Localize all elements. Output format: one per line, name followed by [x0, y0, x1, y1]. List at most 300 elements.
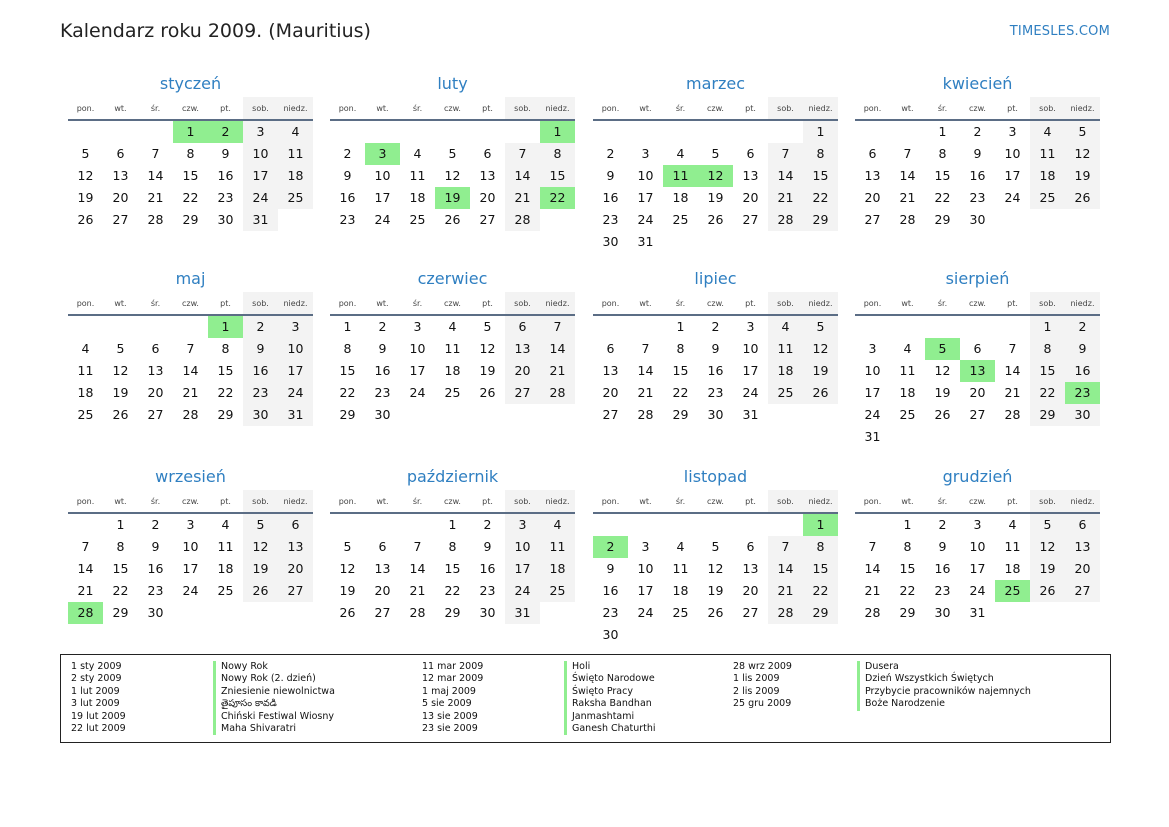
week-row: [68, 338, 313, 360]
day-cell: 8: [540, 143, 575, 165]
week-row: [330, 143, 575, 165]
day-cell: 2: [483, 517, 492, 532]
empty-cell: [400, 514, 435, 536]
month-block: [855, 73, 1100, 231]
empty-cell: [470, 404, 505, 426]
week-row: [68, 121, 313, 143]
day-cell: 23: [969, 190, 986, 205]
weekday-label: pt.: [745, 497, 756, 506]
empty-cell: [68, 316, 103, 338]
day-cell: 18: [540, 558, 575, 580]
day-cell: 14: [409, 561, 426, 576]
empty-cell: [768, 514, 803, 536]
day-cell: 9: [1065, 338, 1100, 360]
day-cell: 8: [938, 146, 947, 161]
day-cell: 18: [409, 190, 426, 205]
holiday-day-cell: 2: [208, 121, 243, 143]
week-row: [330, 187, 575, 209]
day-cell: 18: [672, 583, 689, 598]
day-cell: 12: [243, 536, 278, 558]
weekday-label: sob.: [1030, 490, 1065, 512]
day-cell: 8: [221, 341, 230, 356]
day-cell: 2: [243, 316, 278, 338]
empty-cell: [1065, 426, 1100, 448]
week-row: [593, 580, 838, 602]
weekday-header: [68, 292, 313, 316]
empty-cell: [330, 514, 365, 536]
day-cell: 20: [147, 385, 164, 400]
day-cell: 7: [768, 536, 803, 558]
empty-cell: [628, 624, 663, 646]
week-row: [330, 382, 575, 404]
weekday-label: czw.: [182, 299, 199, 308]
day-cell: 3: [973, 517, 982, 532]
day-cell: 21: [77, 583, 94, 598]
empty-cell: [628, 514, 663, 536]
day-cell: 28: [409, 605, 426, 620]
day-cell: 23: [147, 583, 164, 598]
day-cell: 30: [147, 605, 164, 620]
day-cell: 13: [112, 168, 129, 183]
week-row: [68, 404, 313, 426]
empty-cell: [1065, 602, 1100, 624]
day-cell: 1: [676, 319, 685, 334]
day-cell: 26: [934, 407, 951, 422]
day-cell: 27: [479, 212, 496, 227]
day-cell: 9: [606, 168, 615, 183]
weekday-label: pt.: [220, 104, 231, 113]
day-cell: 7: [641, 341, 650, 356]
week-row: [330, 404, 575, 426]
weekday-label: sob.: [505, 490, 540, 512]
day-cell: 7: [413, 539, 422, 554]
day-cell: 15: [182, 168, 199, 183]
day-cell: 21: [768, 580, 803, 602]
holiday-date: 28 wrz 2009: [733, 661, 792, 672]
day-cell: 22: [1030, 382, 1065, 404]
holiday-name: Chiński Festiwal Wiosny: [221, 710, 335, 722]
weekday-label: śr.: [412, 104, 423, 113]
day-cell: 1: [938, 124, 947, 139]
weekday-label: niedz.: [803, 97, 838, 119]
day-cell: 15: [899, 561, 916, 576]
day-cell: 4: [768, 316, 803, 338]
holiday-day-cell: 11: [663, 165, 698, 187]
empty-cell: [855, 121, 890, 143]
day-cell: 23: [602, 212, 619, 227]
week-row: [855, 165, 1100, 187]
empty-cell: [890, 121, 925, 143]
day-cell: 17: [742, 363, 759, 378]
day-cell: 25: [672, 212, 689, 227]
day-cell: 21: [409, 583, 426, 598]
day-cell: 5: [711, 539, 720, 554]
day-cell: 21: [899, 190, 916, 205]
weekday-label: niedz.: [803, 490, 838, 512]
day-cell: 25: [899, 407, 916, 422]
weekday-label: pt.: [1007, 497, 1018, 506]
week-row: [855, 121, 1100, 143]
day-cell: 12: [707, 561, 724, 576]
week-row: [855, 360, 1100, 382]
weekday-header: [330, 97, 575, 121]
weekday-label: sob.: [505, 97, 540, 119]
day-cell: 29: [444, 605, 461, 620]
empty-cell: [435, 121, 470, 143]
week-row: [855, 514, 1100, 536]
day-cell: 2: [378, 319, 387, 334]
day-cell: 5: [711, 146, 720, 161]
day-cell: 21: [768, 187, 803, 209]
weekday-label: śr.: [150, 104, 161, 113]
weekday-label: wt.: [376, 104, 389, 113]
day-cell: 28: [768, 209, 803, 231]
day-cell: 1: [343, 319, 352, 334]
holiday-day-cell: 1: [803, 514, 838, 536]
holiday-name: Nowy Rok (2. dzień): [221, 673, 316, 685]
weekday-label: wt.: [639, 299, 652, 308]
holiday-legend: [60, 654, 1111, 743]
day-cell: 19: [112, 385, 129, 400]
week-row: [855, 316, 1100, 338]
day-cell: 30: [707, 407, 724, 422]
day-cell: 13: [505, 338, 540, 360]
month-block: [330, 73, 575, 231]
holiday-name: Dusera: [865, 661, 899, 672]
day-cell: 14: [540, 338, 575, 360]
empty-cell: [698, 514, 733, 536]
day-cell: 1: [116, 517, 125, 532]
week-row: [593, 404, 838, 426]
day-cell: 7: [903, 146, 912, 161]
day-cell: 9: [221, 146, 230, 161]
day-cell: 13: [479, 168, 496, 183]
week-row: [855, 143, 1100, 165]
day-cell: 6: [606, 341, 615, 356]
weekday-label: sob.: [1030, 292, 1065, 314]
day-cell: 6: [278, 514, 313, 536]
holiday-date: 1 lis 2009: [733, 673, 780, 685]
empty-cell: [505, 121, 540, 143]
day-cell: 7: [151, 146, 160, 161]
empty-cell: [663, 121, 698, 143]
weekday-header: [855, 292, 1100, 316]
day-cell: 19: [339, 583, 356, 598]
day-cell: 29: [217, 407, 234, 422]
weekday-label: wt.: [114, 104, 127, 113]
day-cell: 11: [77, 363, 94, 378]
holiday-name: Nowy Rok: [221, 661, 268, 672]
week-row: [855, 209, 1100, 231]
empty-cell: [925, 426, 960, 448]
day-cell: 23: [217, 190, 234, 205]
weekday-label: pon.: [338, 104, 357, 113]
holiday-date: 25 gru 2009: [733, 698, 792, 710]
day-cell: 24: [1004, 190, 1021, 205]
empty-cell: [243, 602, 278, 624]
weekday-label: pon.: [601, 299, 620, 308]
day-cell: 4: [221, 517, 230, 532]
empty-cell: [435, 404, 470, 426]
empty-cell: [365, 121, 400, 143]
day-cell: 22: [182, 190, 199, 205]
weekday-label: sob.: [505, 292, 540, 314]
week-row: [68, 536, 313, 558]
day-cell: 5: [116, 341, 125, 356]
site-link[interactable]: TIMESLES.COM: [1009, 24, 1110, 39]
day-cell: 4: [278, 121, 313, 143]
day-cell: 8: [903, 539, 912, 554]
day-cell: 17: [278, 360, 313, 382]
day-cell: 18: [278, 165, 313, 187]
holiday-date: 13 sie 2009: [422, 710, 478, 722]
day-cell: 7: [505, 143, 540, 165]
empty-cell: [855, 316, 890, 338]
day-cell: 15: [339, 363, 356, 378]
day-cell: 9: [343, 168, 352, 183]
day-cell: 16: [479, 561, 496, 576]
day-cell: 9: [711, 341, 720, 356]
weekday-label: pt.: [482, 299, 493, 308]
day-cell: 23: [479, 583, 496, 598]
weekday-label: sob.: [1030, 97, 1065, 119]
day-cell: 27: [602, 407, 619, 422]
day-cell: 10: [243, 143, 278, 165]
day-cell: 7: [186, 341, 195, 356]
day-cell: 18: [77, 385, 94, 400]
month-name: luty: [437, 74, 468, 93]
day-cell: 20: [864, 190, 881, 205]
weekday-label: niedz.: [278, 490, 313, 512]
empty-cell: [593, 514, 628, 536]
day-cell: 17: [1004, 168, 1021, 183]
weekday-label: wt.: [376, 497, 389, 506]
day-cell: 9: [973, 146, 982, 161]
weekday-label: śr.: [937, 299, 948, 308]
day-cell: 16: [934, 561, 951, 576]
day-cell: 2: [938, 517, 947, 532]
month-block: [593, 73, 838, 253]
day-cell: 3: [868, 341, 877, 356]
day-cell: 15: [803, 165, 838, 187]
empty-cell: [733, 624, 768, 646]
empty-cell: [138, 121, 173, 143]
month-block: [68, 73, 313, 231]
day-cell: 25: [217, 583, 234, 598]
day-cell: 13: [147, 363, 164, 378]
day-cell: 31: [278, 404, 313, 426]
day-cell: 28: [182, 407, 199, 422]
day-cell: 10: [278, 338, 313, 360]
holiday-date: 22 lut 2009: [71, 723, 126, 735]
week-row: [68, 316, 313, 338]
week-row: [330, 121, 575, 143]
day-cell: 11: [1004, 539, 1021, 554]
empty-cell: [995, 426, 1030, 448]
day-cell: 9: [243, 338, 278, 360]
day-cell: 12: [444, 168, 461, 183]
month-name: marzec: [685, 74, 745, 93]
day-cell: 7: [81, 539, 90, 554]
day-cell: 4: [903, 341, 912, 356]
day-cell: 6: [1065, 514, 1100, 536]
weekday-label: czw.: [182, 104, 199, 113]
day-cell: 25: [77, 407, 94, 422]
day-cell: 16: [602, 583, 619, 598]
month-name: czerwiec: [417, 269, 488, 288]
empty-cell: [698, 231, 733, 253]
day-cell: 1: [448, 517, 457, 532]
weekday-label: śr.: [675, 299, 686, 308]
weekday-label: sob.: [768, 490, 803, 512]
day-cell: 10: [969, 539, 986, 554]
day-cell: 16: [217, 168, 234, 183]
day-cell: 24: [374, 212, 391, 227]
day-cell: 30: [969, 212, 986, 227]
day-cell: 4: [413, 146, 422, 161]
day-cell: 29: [803, 209, 838, 231]
holiday-name: Maha Shivaratri: [221, 723, 297, 735]
day-cell: 15: [444, 561, 461, 576]
week-row: [330, 316, 575, 338]
weekday-label: śr.: [675, 497, 686, 506]
day-cell: 12: [1030, 536, 1065, 558]
empty-cell: [593, 316, 628, 338]
legend-name-column: [213, 661, 335, 735]
week-row: [593, 514, 838, 536]
day-cell: 22: [803, 187, 838, 209]
day-cell: 7: [540, 316, 575, 338]
day-cell: 4: [81, 341, 90, 356]
day-cell: 3: [641, 146, 650, 161]
holiday-name: Zniesienie niewolnictwa: [221, 685, 335, 697]
day-cell: 15: [672, 363, 689, 378]
weekday-label: niedz.: [278, 97, 313, 119]
day-cell: 6: [378, 539, 387, 554]
month-name: lipiec: [694, 269, 737, 288]
day-cell: 8: [116, 539, 125, 554]
day-cell: 3: [641, 539, 650, 554]
day-cell: 12: [479, 341, 496, 356]
empty-cell: [995, 316, 1030, 338]
week-row: [855, 602, 1100, 624]
day-cell: 20: [505, 360, 540, 382]
empty-cell: [960, 426, 995, 448]
week-row: [330, 514, 575, 536]
week-row: [593, 187, 838, 209]
day-cell: 19: [707, 190, 724, 205]
empty-cell: [103, 316, 138, 338]
weekday-label: pon.: [76, 104, 95, 113]
day-cell: 16: [969, 168, 986, 183]
legend-date-column: [422, 661, 483, 735]
day-cell: 23: [339, 212, 356, 227]
day-cell: 5: [243, 514, 278, 536]
day-cell: 26: [243, 580, 278, 602]
empty-cell: [960, 316, 995, 338]
weekday-label: niedz.: [1065, 292, 1100, 314]
day-cell: 3: [413, 319, 422, 334]
day-cell: 17: [864, 385, 881, 400]
month-block: [855, 268, 1100, 448]
weekday-label: pt.: [1007, 104, 1018, 113]
weekday-label: wt.: [114, 299, 127, 308]
weekday-label: pon.: [338, 497, 357, 506]
day-cell: 15: [112, 561, 129, 576]
day-cell: 24: [409, 385, 426, 400]
day-cell: 11: [672, 561, 689, 576]
day-cell: 24: [182, 583, 199, 598]
day-cell: 2: [343, 146, 352, 161]
day-cell: 4: [448, 319, 457, 334]
empty-cell: [540, 209, 575, 231]
empty-cell: [278, 602, 313, 624]
day-cell: 25: [672, 605, 689, 620]
week-row: [68, 187, 313, 209]
day-cell: 14: [182, 363, 199, 378]
weekday-label: sob.: [243, 97, 278, 119]
empty-cell: [803, 231, 838, 253]
day-cell: 24: [505, 580, 540, 602]
day-cell: 14: [768, 558, 803, 580]
day-cell: 5: [803, 316, 838, 338]
day-cell: 13: [278, 536, 313, 558]
day-cell: 6: [746, 146, 755, 161]
day-cell: 16: [339, 190, 356, 205]
day-cell: 20: [278, 558, 313, 580]
day-cell: 26: [707, 212, 724, 227]
holiday-name: Dzień Wszystkich Świętych: [865, 673, 994, 685]
weekday-label: pon.: [863, 104, 882, 113]
day-cell: 10: [182, 539, 199, 554]
day-cell: 24: [864, 407, 881, 422]
day-cell: 10: [409, 341, 426, 356]
week-row: [593, 121, 838, 143]
day-cell: 30: [1065, 404, 1100, 426]
week-row: [855, 558, 1100, 580]
week-row: [330, 558, 575, 580]
day-cell: 10: [637, 168, 654, 183]
weekday-label: niedz.: [1065, 97, 1100, 119]
day-cell: 11: [444, 341, 461, 356]
month-name: sierpień: [945, 269, 1010, 288]
weekday-label: pon.: [863, 497, 882, 506]
holiday-date: 1 sty 2009: [71, 661, 122, 672]
day-cell: 20: [969, 385, 986, 400]
day-cell: 13: [742, 168, 759, 183]
day-cell: 25: [540, 580, 575, 602]
week-row: [330, 536, 575, 558]
legend-date-column: [71, 661, 126, 735]
day-cell: 16: [243, 360, 278, 382]
day-cell: 21: [147, 190, 164, 205]
day-cell: 15: [803, 558, 838, 580]
day-cell: 16: [147, 561, 164, 576]
day-cell: 29: [182, 212, 199, 227]
day-cell: 3: [186, 517, 195, 532]
holiday-day-cell: 1: [173, 121, 208, 143]
week-row: [68, 558, 313, 580]
holiday-name: Boże Narodzenie: [865, 698, 945, 710]
day-cell: 29: [672, 407, 689, 422]
day-cell: 26: [77, 212, 94, 227]
day-cell: 31: [505, 602, 540, 624]
day-cell: 3: [243, 121, 278, 143]
week-row: [330, 360, 575, 382]
holiday-date: 2 lis 2009: [733, 685, 780, 697]
day-cell: 30: [374, 407, 391, 422]
holiday-day-cell: 19: [435, 187, 470, 209]
